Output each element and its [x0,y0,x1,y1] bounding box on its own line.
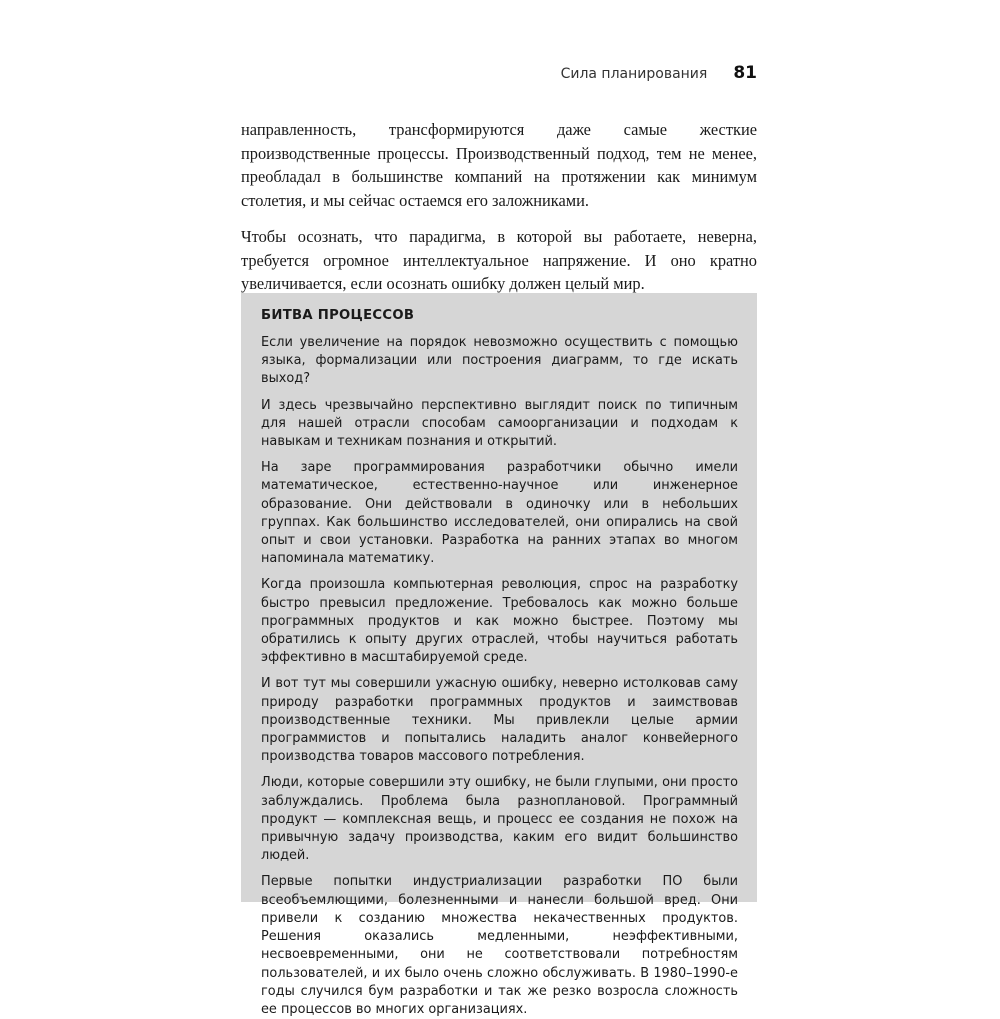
sidebar-paragraph: И вот тут мы совершили ужасную ошибку, неверно истолковав саму природу разработки программных продуктов и заимствовав производственные техники. Мы привлекли целые армии программистов и попытались наладить аналог конвейерного производства товаров массового потребления. [261,676,738,765]
page-number: 81 [733,63,757,83]
sidebar-paragraph: Если увеличение на порядок невозможно осуществить с помощью языка, формализации или построения диаграмм, то где искать выход? [261,335,738,387]
body-paragraph: направленность, трансформируются даже самые жесткие производственные процессы. Производственный подход, тем не менее, преобладал в большинстве компаний на протяжении как минимум столетия, и мы сейчас остаемся его заложниками. [241,120,757,210]
body-text [241,118,757,309]
running-header [561,63,757,83]
sidebar-box [241,293,757,1017]
sidebar-paragraph: Первые попытки индустриализации разработки ПО были всеобъемлющими, болезненными и нанесли большой вред. Они привели к созданию множества некачественных продуктов. Решения оказались медленными, неэффективными, несвоевременными, они не соответствовали потребностям пользователей, и их было очень сложно обслуживать. В 1980–1990-е годы случился бум разработки и так же резко возросла сложность ее процессов во многих организациях. [261,874,738,1017]
sidebar-title: БИТВА ПРОЦЕССОВ [261,308,415,323]
sidebar-paragraph: На заре программирования разработчики обычно имели математическое, естественно-научное или инженерное образование. Они действовали в одиночку или в небольших группах. Как большинство исследователей, они опирались на свой опыт и свои установки. Разработка на ранних этапах во многом напоминала математику. [261,460,738,567]
body-paragraph: Чтобы осознать, что парадигма, в которой вы работаете, неверна, требуется огромное интеллектуальное напряжение. И оно кратно увеличивается, если осознать ошибку должен целый мир. [241,227,757,293]
running-title: Сила планирования [560,66,708,82]
sidebar-paragraph: Люди, которые совершили эту ошибку, не были глупыми, они просто заблуждались. Проблема была разноплановой. Программный продукт — комплексная вещь, и процесс ее создания не похож на привычную задачу производства, каким его видит большинство людей. [261,775,738,864]
sidebar-paragraph: Когда произошла компьютерная революция, спрос на разработку быстро превысил предложение. Требовалось как можно больше программных продуктов и как можно быстрее. Поэтому мы обратились к опыту других отраслей, чтобы научиться работать эффективно в масштабируемой среде. [261,577,738,666]
sidebar-paragraph: И здесь чрезвычайно перспективно выглядит поиск по типичным для нашей отрасли способам самоорганизации и подходам к навыкам и техникам познания и открытий. [261,397,738,450]
